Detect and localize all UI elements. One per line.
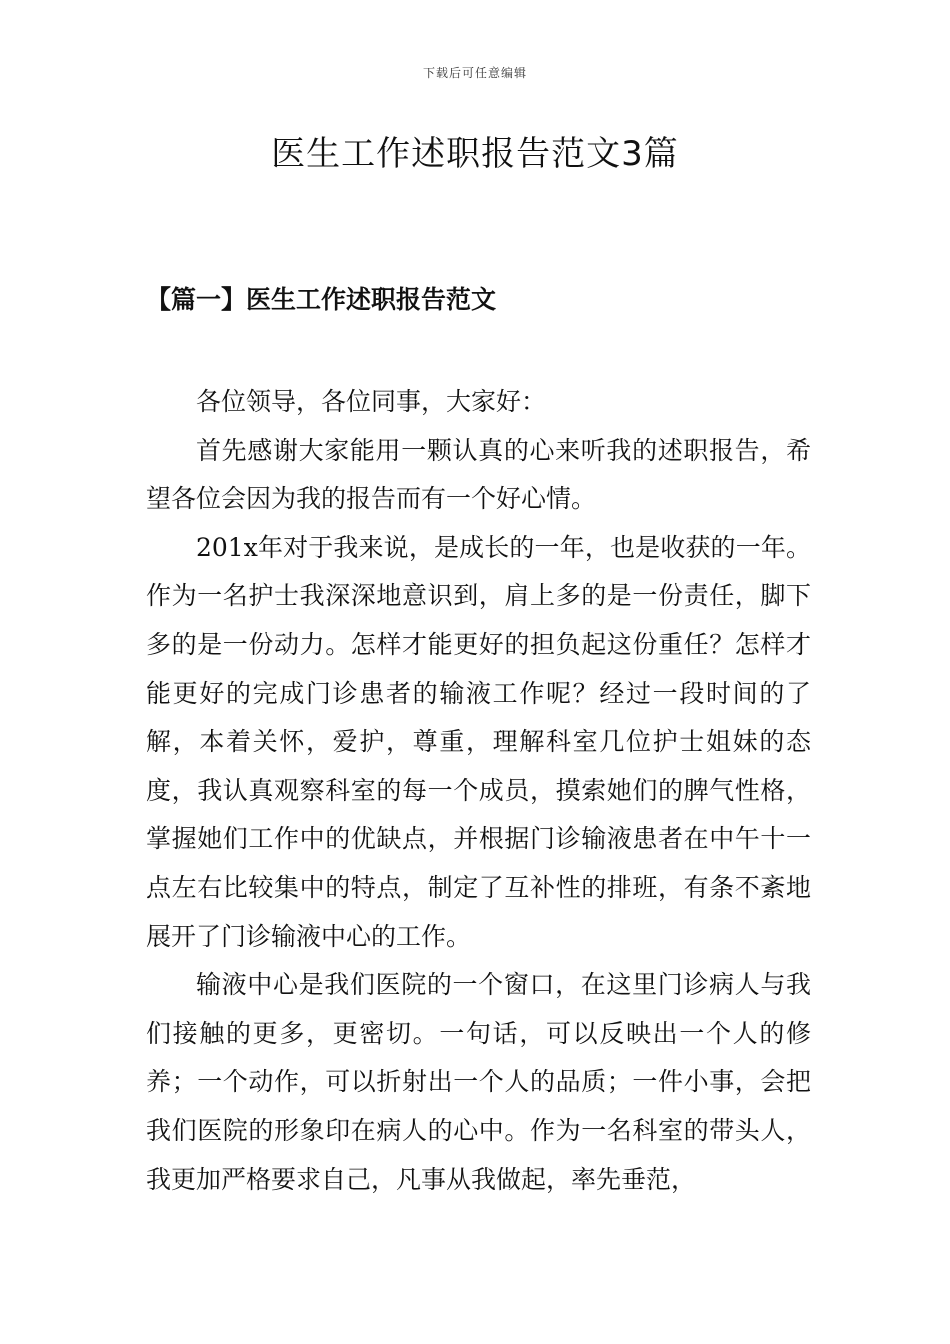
paragraph-greeting: 各位领导，各位同事，大家好：	[196, 387, 547, 416]
document-body	[146, 378, 811, 1204]
paragraph-thanks: 首先感谢大家能用一颗认真的心来听我的述职报告，希望各位会因为我的报告而有一个好心情。	[146, 435, 811, 514]
paragraph-year-review: 201x年对于我来说，是成长的一年，也是收获的一年。作为一名护士我深深地意识到，肩上多的是一份责任，脚下多的是一份动力。怎样才能更好的担负起这份重任？怎样才能更好的完成门诊患者的输液工作呢？经过一段时间的了解，本着关怀，爱护，尊重，理解科室几位护士姐妹的态度，我认真观察科室的每一个成员，摸索她们的脾气性格，掌握她们工作中的优缺点，并根据门诊输液患者在中午十一点左右比较集中的特点，制定了互补性的排班，有条不紊地展开了门诊输液中心的工作。	[146, 532, 811, 951]
section-heading: 【篇一】医生工作述职报告范文	[146, 285, 497, 314]
document-title: 医生工作述职报告范文3篇	[271, 134, 679, 174]
header-note: 下载后可任意编辑	[422, 66, 527, 80]
paragraph-infusion-center: 输液中心是我们医院的一个窗口，在这里门诊病人与我们接触的更多，更密切。一句话，可以反映出一个人的修养；一个动作，可以折射出一个人的品质；一件小事，会把我们医院的形象印在病人的心中。作为一名科室的带头人，我更加严格要求自己，凡事从我做起，率先垂范，	[146, 970, 811, 1194]
